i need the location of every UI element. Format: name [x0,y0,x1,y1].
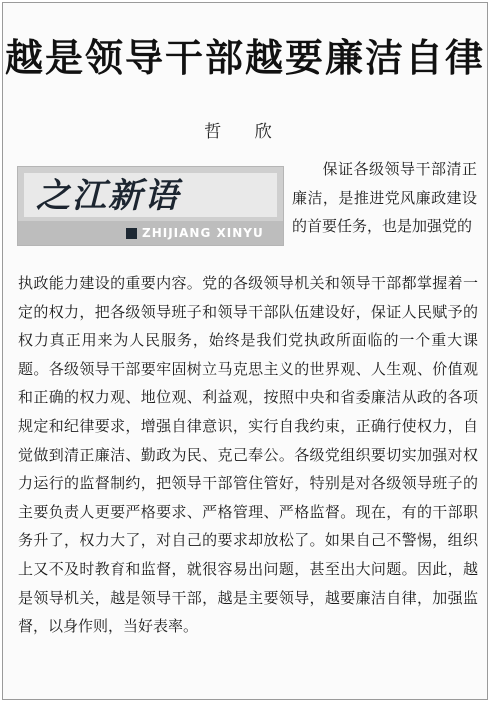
column-logo-romanization: ZHIJIANG XINYU [142,226,264,240]
article-title: 越是领导干部越要廉洁自律 [4,36,485,80]
article-text-lead-content: 保证各级领导干部清正廉洁，是推进党风廉政建设的首要任务，也是加强党的 [292,160,477,236]
column-logo-strip [18,221,283,245]
article-text-lead [292,155,477,241]
square-icon [126,228,137,239]
column-logo-banner [24,173,277,217]
column-logo [17,166,284,246]
article-author: 哲 欣 [204,122,286,142]
column-logo-name: 之江新语 [36,176,180,216]
newspaper-clipping [2,2,488,700]
article-text-body: 执政能力建设的重要内容。党的各级领导机关和领导干部都掌握着一定的权力，把各级领导班子和领导干部队伍建设好，保证人民赋予的权力真正用来为人民服务，始终是我们党执政所面临的一个重大课题。各级领导干部要牢固树立马克思主义的世界观、人生观、价值观和正确的权力观、地位观、利益观，按照中央和省委廉洁从政的各项规定和纪律要求，增强自律意识，实行自我约束，正确行使权力，自觉做到清正廉洁、勤政为民、克己奉公。各级党组织要切实加强对权力运行的监督制约，把领导干部管住管好，特别是对各级领导班子的主要负责人更要严格要求、严格管理、严格监督。现在，有的干部职务升了，权力大了，对自己的要求却放松了。如果自己不警惕，组织上又不及时教育和监督，就很容易出问题，甚至出大问题。因此，越是领导机关，越是领导干部，越是主要领导，越要廉洁自律，加强监督，以身作则，当好表率。 [18,274,478,636]
